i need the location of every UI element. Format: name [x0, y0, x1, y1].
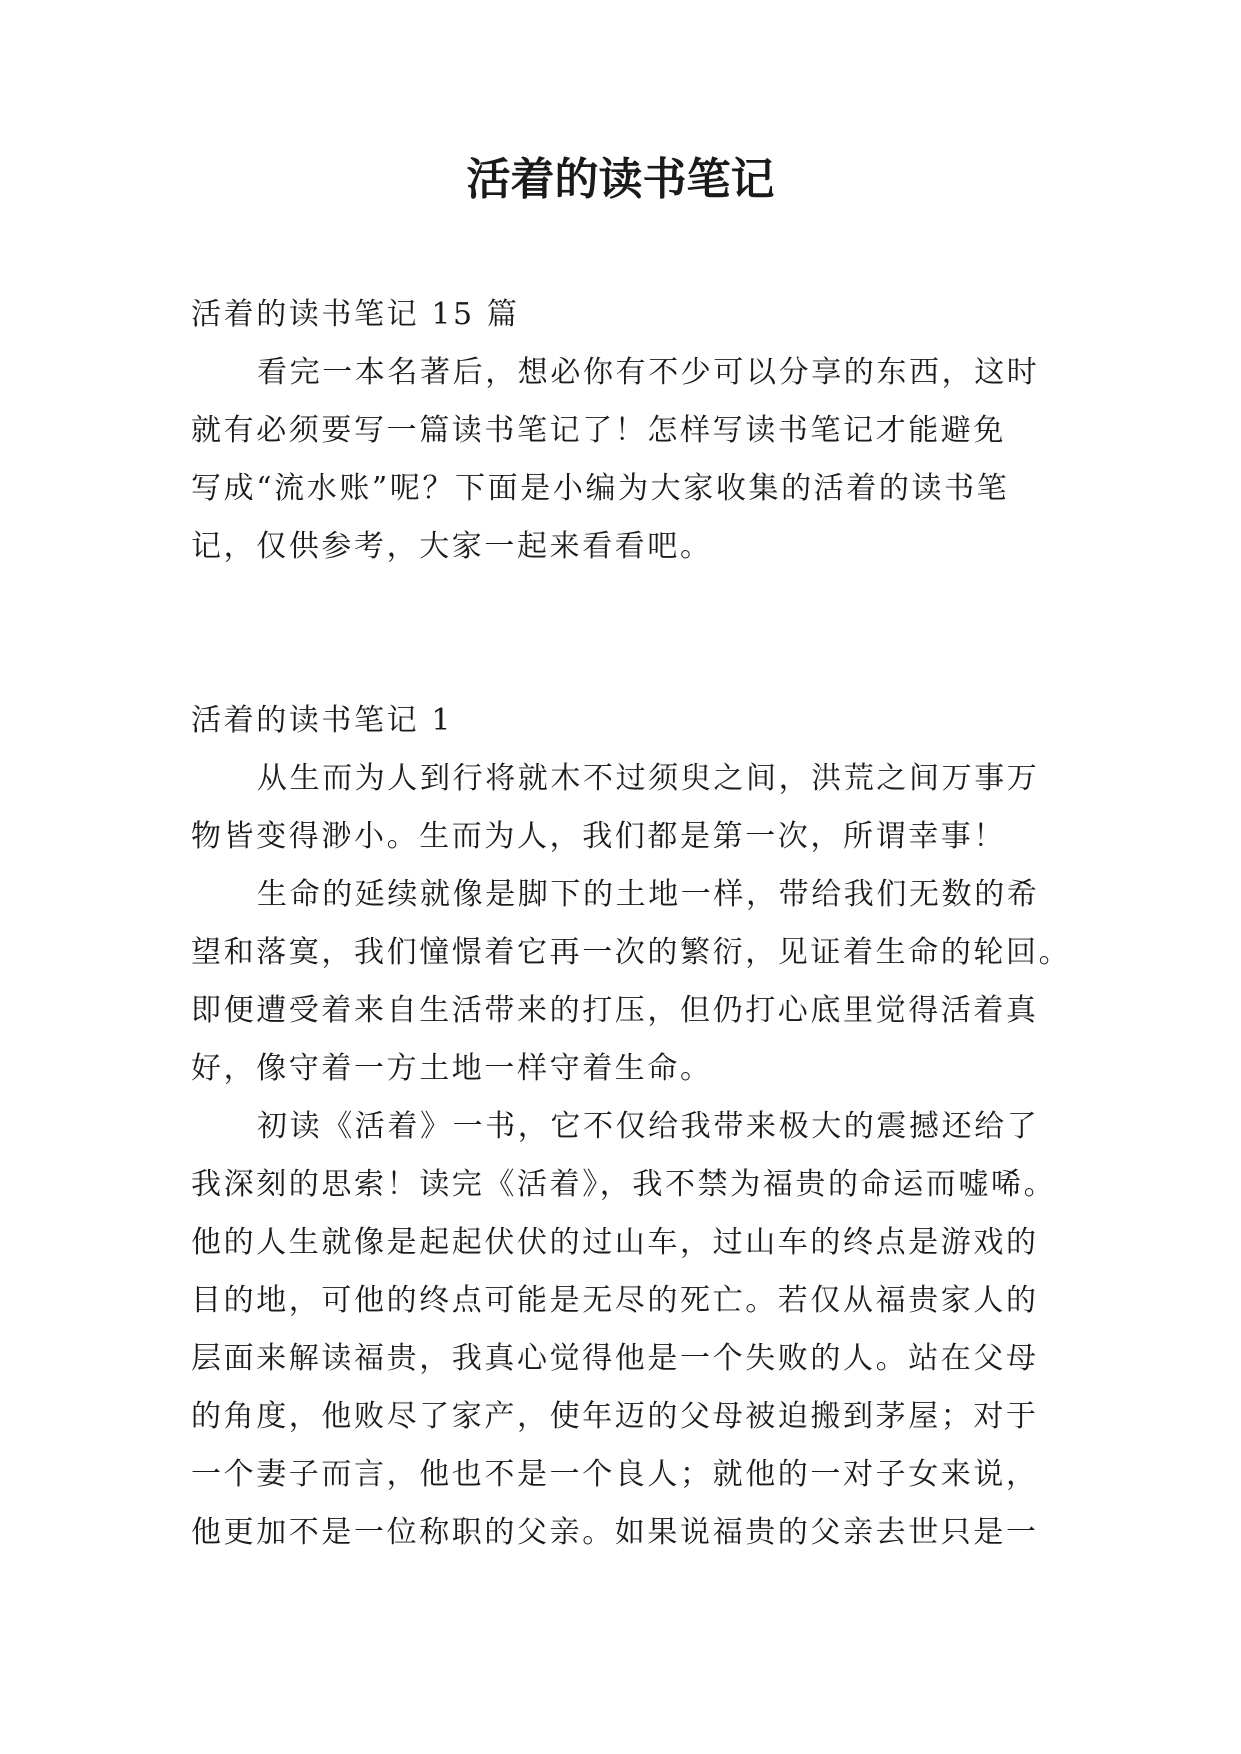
- intro-line: 写成“流水账”呢？下面是小编为大家收集的活着的读书笔: [191, 471, 1010, 506]
- section-1-paragraph-3: [191, 1098, 1063, 1562]
- paragraph-line: 目的地，可他的终点可能是无尽的死亡。若仅从福贵家人的: [191, 1283, 1039, 1318]
- paragraph-line: 初读《活着》一书，它不仅给我带来极大的震撼还给了: [257, 1109, 1040, 1144]
- section-1-heading: 活着的读书笔记 1: [191, 703, 454, 738]
- paragraph-line: 生命的延续就像是脚下的土地一样，带给我们无数的希: [257, 877, 1040, 912]
- paragraph-line: 一个妻子而言，他也不是一个良人；就他的一对子女来说，: [191, 1457, 1039, 1492]
- section-1-paragraph-1: [191, 750, 1063, 866]
- section-spacer: [191, 576, 1063, 692]
- paragraph-line: 物皆变得渺小。生而为人，我们都是第一次，所谓幸事！: [191, 819, 1006, 854]
- paragraph-line: 好，像守着一方土地一样守着生命。: [191, 1051, 713, 1086]
- intro-line: 看完一本名著后，想必你有不少可以分享的东西，这时: [257, 355, 1040, 390]
- paragraph-line: 他更加不是一位称职的父亲。如果说福贵的父亲去世只是一: [191, 1515, 1039, 1550]
- paragraph-line: 望和落寞，我们憧憬着它再一次的繁衍，见证着生命的轮回。: [191, 935, 1072, 970]
- paragraph-line: 从生而为人到行将就木不过须臾之间，洪荒之间万事万: [257, 761, 1040, 796]
- paragraph-line: 层面来解读福贵，我真心觉得他是一个失败的人。站在父母: [191, 1341, 1039, 1376]
- intro-line: 就有必须要写一篇读书笔记了！怎样写读书笔记才能避免: [191, 413, 1006, 448]
- document-title: 活着的读书笔记: [466, 154, 775, 205]
- intro-heading: 活着的读书笔记 15 篇: [191, 297, 520, 332]
- paragraph-line: 他的人生就像是起起伏伏的过山车，过山车的终点是游戏的: [191, 1225, 1039, 1260]
- intro-paragraph: [191, 344, 1063, 576]
- section-1-paragraph-2: [191, 866, 1072, 1098]
- paragraph-line: 即便遭受着来自生活带来的打压，但仍打心底里觉得活着真: [191, 993, 1039, 1028]
- document-body: [191, 286, 1072, 1562]
- paragraph-line: 的角度，他败尽了家产，使年迈的父母被迫搬到茅屋；对于: [191, 1399, 1039, 1434]
- paragraph-line: 我深刻的思索！读完《活着》，我不禁为福贵的命运而嘘唏。: [191, 1167, 1057, 1202]
- intro-line: 记，仅供参考，大家一起来看看吧。: [191, 529, 713, 564]
